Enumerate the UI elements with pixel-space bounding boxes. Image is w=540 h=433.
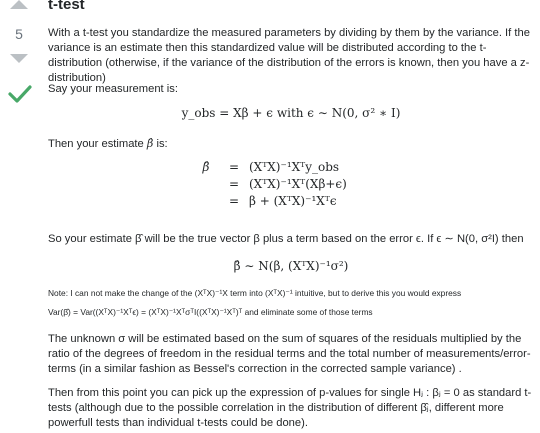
note-line-1: Note: I can not make the change of the (XᵀX)⁻¹X term into (XᵀX)⁻¹ intuitive, but to derive this you would express bbox=[48, 288, 462, 298]
vote-count: 5 bbox=[15, 26, 23, 42]
equation-distribution: β̂ ∼ N(β, (XᵀX)⁻¹σ²) bbox=[233, 259, 349, 273]
accepted-check-icon bbox=[8, 84, 32, 104]
equation-model: y_obs = Xβ + ϵ with ϵ ∼ N(0, σ² ∗ I) bbox=[181, 106, 401, 120]
paragraph-intro: With a t-test you standardize the measured parameters by dividing by them by the variance. If the variance is an estimate then this standardized value will be distributed according to the t-distribution (otherwise, if the variance of the distribution of the errors is known, then you have a z-distribution) bbox=[48, 27, 530, 84]
paragraph-pvalues: Then from this point you can pick up the expression of p-values for single Hⱼ : βⱼ = 0 as standard t-tests (although due to the possible correlation in the distribution of different β̂ⱼ, different more powerfull tests than individual t-tests could be done). bbox=[48, 387, 532, 429]
paragraph-true-vector: So your estimate β̂ will be the true vector β plus a term based on the error ϵ. If ϵ ∼ N(0, σ²I) then bbox=[48, 233, 524, 245]
paragraph-sigma: The unknown σ will be estimated based on the sum of squares of the residuals multiplied by the ratio of the degrees of freedom in the residual terms and the total number of measurements/error-terms (in a similar fashion as Bessel's correction in the corrected sample variance) . bbox=[48, 333, 531, 375]
downvote-arrow-icon[interactable] bbox=[10, 54, 28, 63]
equation-row: = (XᵀX)⁻¹Xᵀ(Xβ+ϵ) bbox=[228, 177, 347, 191]
equation-row: = β + (XᵀX)⁻¹Xᵀϵ bbox=[228, 194, 337, 208]
paragraph-estimate: Then your estimate β̂ is: bbox=[48, 137, 168, 150]
note-line-2: Var(β̂) = Var((XᵀX)⁻¹Xᵀϵ) = (XᵀX)⁻¹XᵀσᵀI((XᵀX)⁻¹Xᵀ)ᵀ and eliminate some of those terms bbox=[48, 307, 373, 317]
equation-estimate bbox=[193, 160, 347, 211]
upvote-arrow-icon[interactable] bbox=[10, 0, 28, 9]
answer-title: t-test bbox=[48, 0, 85, 13]
paragraph-measurement: Say your measurement is: bbox=[48, 83, 178, 95]
equation-row: β̂ = (XᵀX)⁻¹Xᵀy_obs bbox=[202, 160, 340, 174]
